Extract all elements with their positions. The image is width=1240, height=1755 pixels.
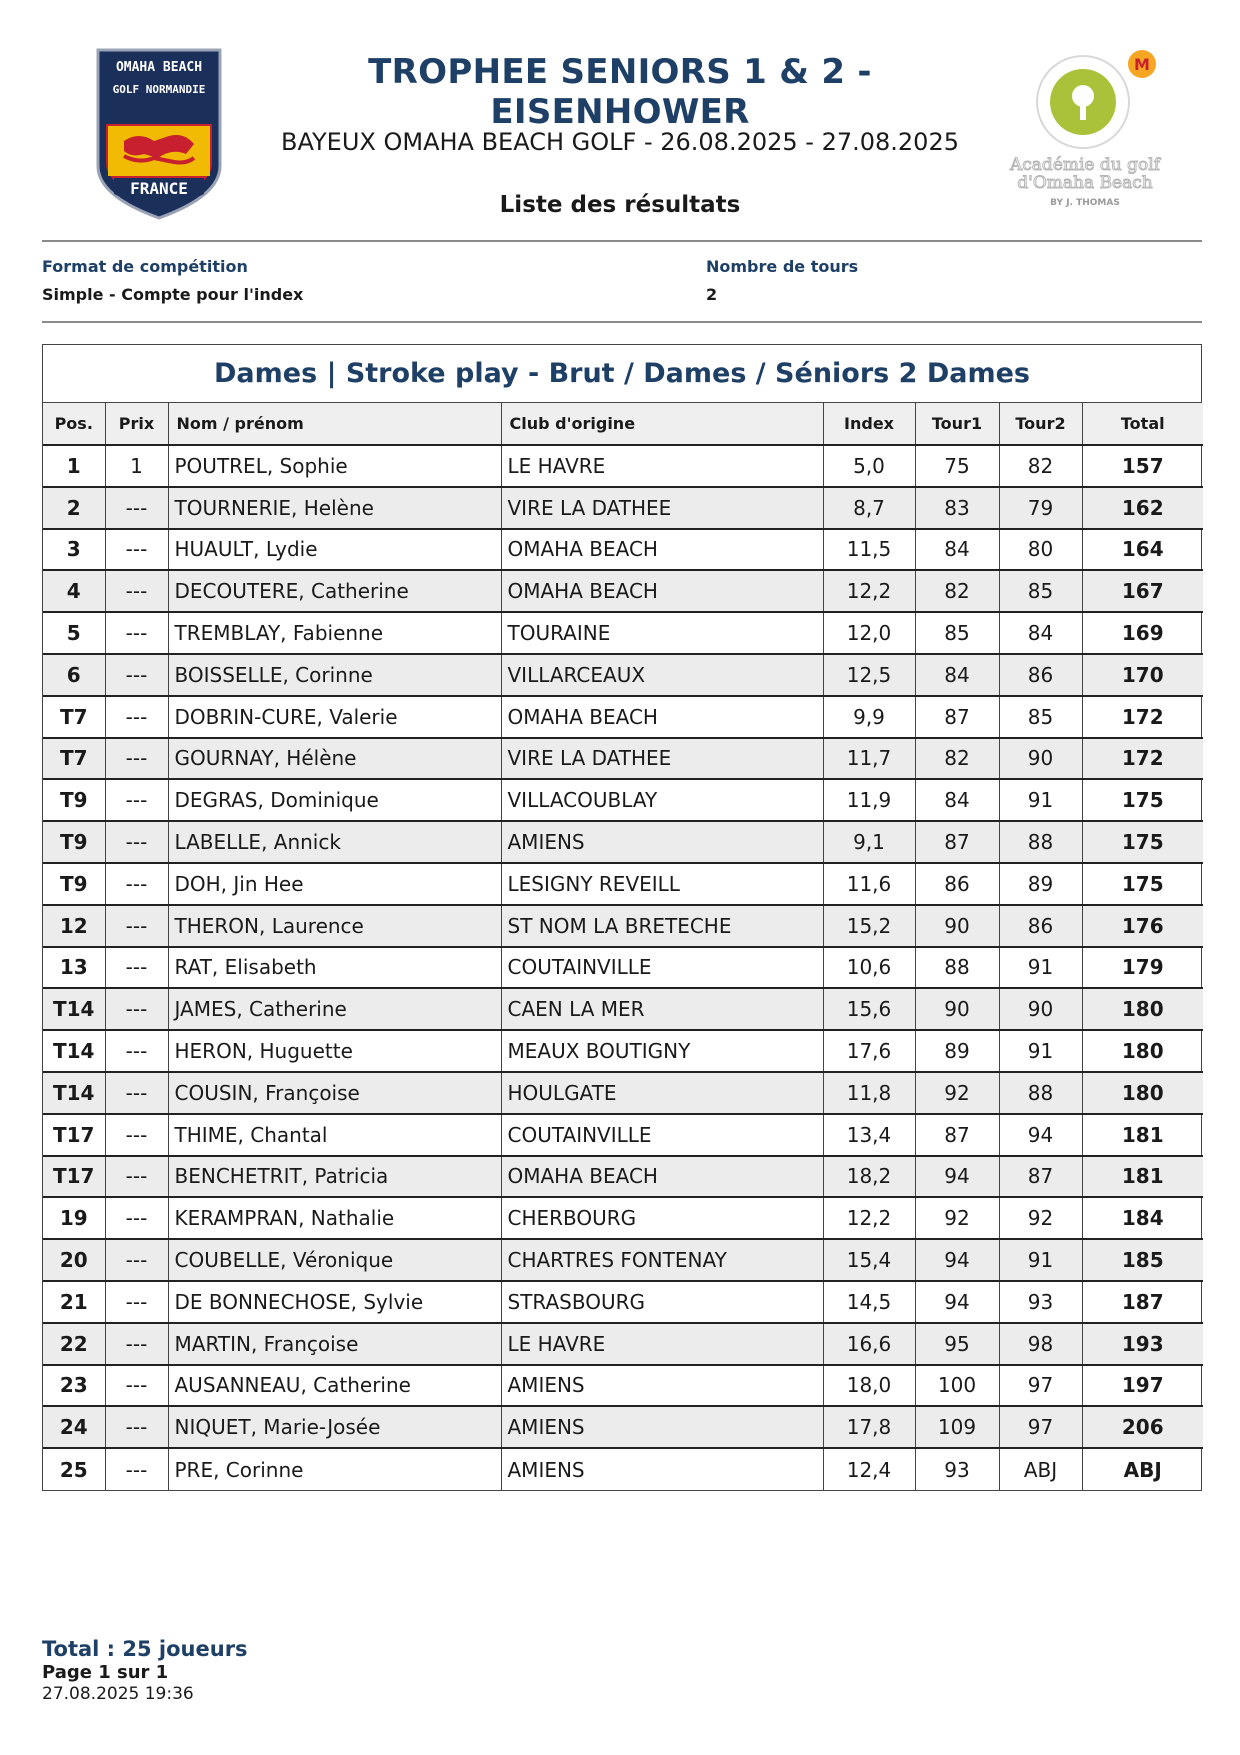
cell-pos: 12 [43, 905, 105, 947]
cell-index: 9,9 [823, 696, 915, 738]
table-row [43, 1448, 1203, 1490]
cell-total: 162 [1082, 487, 1203, 529]
table-row [43, 1365, 1203, 1407]
cell-prix: --- [105, 1406, 168, 1448]
cell-club: AMIENS [501, 1448, 823, 1490]
cell-prix: --- [105, 738, 168, 780]
cell-total: 170 [1082, 654, 1203, 696]
cell-total: 181 [1082, 1156, 1203, 1198]
cell-tour2: 87 [999, 1156, 1082, 1198]
format-value: Simple - Compte pour l'index [42, 285, 304, 304]
cell-tour1: 84 [915, 654, 999, 696]
cell-tour2: 94 [999, 1114, 1082, 1156]
table-row [43, 445, 1203, 487]
logo-left-line2: GOLF NORMANDIE [112, 83, 206, 96]
cell-tour1: 82 [915, 570, 999, 612]
cell-tour2: 84 [999, 612, 1082, 654]
cell-pos: 6 [43, 654, 105, 696]
table-row [43, 1239, 1203, 1281]
cell-club: CHARTRES FONTENAY [501, 1239, 823, 1281]
list-title: Liste des résultats [499, 192, 741, 218]
cell-pos: 19 [43, 1197, 105, 1239]
cell-pos: 24 [43, 1406, 105, 1448]
cell-pos: T14 [43, 1030, 105, 1072]
cell-index: 12,5 [823, 654, 915, 696]
col-header-tour1: Tour1 [915, 403, 999, 445]
cell-name: HERON, Huguette [168, 1030, 501, 1072]
table-row [43, 612, 1203, 654]
table-row [43, 947, 1203, 989]
cell-index: 13,4 [823, 1114, 915, 1156]
cell-pos: 25 [43, 1448, 105, 1490]
table-row [43, 1114, 1203, 1156]
results-table [43, 403, 1203, 1490]
cell-name: DOH, Jin Hee [168, 863, 501, 905]
cell-name: MARTIN, Françoise [168, 1323, 501, 1365]
cell-tour2: 90 [999, 738, 1082, 780]
col-header-prix: Prix [105, 403, 168, 445]
table-row [43, 1030, 1203, 1072]
page-title: TROPHEE SENIORS 1 & 2 - EISENHOWER [368, 52, 872, 132]
table-row [43, 779, 1203, 821]
cell-name: THIME, Chantal [168, 1114, 501, 1156]
col-header-index: Index [823, 403, 915, 445]
page-subtitle: BAYEUX OMAHA BEACH GOLF - 26.08.2025 - 27.08.2025 [281, 128, 959, 156]
cell-index: 11,8 [823, 1072, 915, 1114]
footer-total: Total : 25 joueurs [42, 1637, 248, 1661]
cell-prix: --- [105, 1281, 168, 1323]
col-header-tour2: Tour2 [999, 403, 1082, 445]
cell-tour2: 89 [999, 863, 1082, 905]
logo-right-line2: d'Omaha Beach [1017, 173, 1153, 193]
cell-total: 167 [1082, 570, 1203, 612]
cell-club: VIRE LA DATHEE [501, 738, 823, 780]
cell-name: BOISSELLE, Corinne [168, 654, 501, 696]
table-row [43, 1156, 1203, 1198]
omaha-beach-golf-logo [94, 46, 224, 221]
cell-tour1: 82 [915, 738, 999, 780]
cell-name: COUSIN, Françoise [168, 1072, 501, 1114]
cell-total: 184 [1082, 1197, 1203, 1239]
cell-club: LESIGNY REVEILL [501, 863, 823, 905]
cell-total: 185 [1082, 1239, 1203, 1281]
cell-tour1: 92 [915, 1072, 999, 1114]
cell-club: AMIENS [501, 1406, 823, 1448]
cell-prix: --- [105, 612, 168, 654]
cell-index: 17,8 [823, 1406, 915, 1448]
cell-index: 18,0 [823, 1365, 915, 1407]
cell-pos: T17 [43, 1156, 105, 1198]
col-header-total: Total [1082, 403, 1203, 445]
cell-tour1: 95 [915, 1323, 999, 1365]
cell-pos: 22 [43, 1323, 105, 1365]
cell-tour1: 94 [915, 1156, 999, 1198]
cell-index: 11,6 [823, 863, 915, 905]
cell-total: 175 [1082, 863, 1203, 905]
cell-total: 179 [1082, 947, 1203, 989]
cell-total: 181 [1082, 1114, 1203, 1156]
cell-name: PRE, Corinne [168, 1448, 501, 1490]
cell-name: BENCHETRIT, Patricia [168, 1156, 501, 1198]
cell-club: LE HAVRE [501, 1323, 823, 1365]
cell-club: CAEN LA MER [501, 988, 823, 1030]
cell-prix: --- [105, 1448, 168, 1490]
header-divider [42, 240, 1202, 242]
cell-tour2: 91 [999, 1030, 1082, 1072]
cell-club: VIRE LA DATHEE [501, 487, 823, 529]
results-heading: Dames | Stroke play - Brut / Dames / Séniors 2 Dames [43, 345, 1201, 403]
cell-prix: --- [105, 821, 168, 863]
cell-pos: 5 [43, 612, 105, 654]
cell-club: TOURAINE [501, 612, 823, 654]
cell-total: ABJ [1123, 1457, 1162, 1482]
cell-prix: --- [105, 779, 168, 821]
table-row [43, 696, 1203, 738]
cell-tour1: 90 [915, 905, 999, 947]
cell-tour2: 82 [999, 445, 1082, 487]
col-header-pos: Pos. [43, 403, 105, 445]
cell-name: DOBRIN-CURE, Valerie [168, 696, 501, 738]
cell-index: 16,6 [823, 1323, 915, 1365]
table-row [43, 529, 1203, 571]
cell-tour2: 85 [999, 570, 1082, 612]
cell-index: 11,5 [823, 529, 915, 571]
cell-tour2: 80 [999, 529, 1082, 571]
cell-name: AUSANNEAU, Catherine [168, 1365, 501, 1407]
cell-index: 15,4 [823, 1239, 915, 1281]
col-header-name: Nom / prénom [168, 403, 501, 445]
cell-prix: --- [105, 1072, 168, 1114]
cell-club: CHERBOURG [501, 1197, 823, 1239]
cell-prix: --- [105, 570, 168, 612]
cell-name: THERON, Laurence [168, 905, 501, 947]
cell-name: GOURNAY, Hélène [168, 738, 501, 780]
cell-club: OMAHA BEACH [501, 529, 823, 571]
cell-tour1: 100 [915, 1365, 999, 1407]
cell-club: COUTAINVILLE [501, 1114, 823, 1156]
cell-total: 187 [1082, 1281, 1203, 1323]
cell-index: 17,6 [823, 1030, 915, 1072]
table-row [43, 487, 1203, 529]
cell-prix: --- [105, 1323, 168, 1365]
cell-name: TREMBLAY, Fabienne [168, 612, 501, 654]
cell-tour1: 85 [915, 612, 999, 654]
cell-index: 8,7 [823, 487, 915, 529]
cell-name: DEGRAS, Dominique [168, 779, 501, 821]
cell-tour2: ABJ [999, 1448, 1082, 1490]
cell-tour2: 98 [999, 1323, 1082, 1365]
table-row [43, 654, 1203, 696]
logo-left-line1: OMAHA BEACH [115, 60, 203, 75]
table-row [43, 570, 1203, 612]
cell-total: 180 [1082, 1072, 1203, 1114]
cell-tour1: 83 [915, 487, 999, 529]
cell-index: 11,9 [823, 779, 915, 821]
cell-club: AMIENS [501, 821, 823, 863]
cell-club: MEAUX BOUTIGNY [501, 1030, 823, 1072]
table-row [43, 1197, 1203, 1239]
cell-tour1: 90 [915, 988, 999, 1030]
cell-pos: 3 [43, 529, 105, 571]
cell-pos: 21 [43, 1281, 105, 1323]
cell-tour1: 84 [915, 529, 999, 571]
cell-total: 197 [1082, 1365, 1203, 1407]
badge-letter: M [1134, 55, 1150, 74]
cell-pos: T14 [43, 988, 105, 1030]
col-header-club: Club d'origine [501, 403, 823, 445]
table-row [43, 1406, 1203, 1448]
cell-tour1: 87 [915, 696, 999, 738]
table-row [43, 1281, 1203, 1323]
cell-club: COUTAINVILLE [501, 947, 823, 989]
cell-tour2: 79 [999, 487, 1082, 529]
cell-prix: --- [105, 988, 168, 1030]
cell-index: 15,2 [823, 905, 915, 947]
cell-name: TOURNERIE, Helène [168, 487, 501, 529]
cell-index: 18,2 [823, 1156, 915, 1198]
cell-tour1: 93 [915, 1448, 999, 1490]
cell-club: OMAHA BEACH [501, 696, 823, 738]
cell-tour2: 90 [999, 988, 1082, 1030]
academie-golf-logo [1000, 46, 1170, 221]
cell-tour1: 87 [915, 821, 999, 863]
cell-tour2: 85 [999, 696, 1082, 738]
cell-pos: 20 [43, 1239, 105, 1281]
cell-name: JAMES, Catherine [168, 988, 501, 1030]
cell-tour2: 93 [999, 1281, 1082, 1323]
footer-page: Page 1 sur 1 [42, 1662, 169, 1683]
cell-prix: --- [105, 1197, 168, 1239]
table-row [43, 738, 1203, 780]
cell-pos: T9 [43, 863, 105, 905]
table-row [43, 821, 1203, 863]
cell-total: 172 [1082, 696, 1203, 738]
cell-total: 175 [1082, 779, 1203, 821]
cell-total: 180 [1082, 1030, 1203, 1072]
page-header [0, 0, 1240, 240]
cell-index: 12,4 [823, 1448, 915, 1490]
cell-index: 10,6 [823, 947, 915, 989]
rounds-label: Nombre de tours [706, 257, 859, 276]
cell-tour2: 97 [999, 1406, 1082, 1448]
cell-prix: --- [105, 1156, 168, 1198]
cell-name: POUTREL, Sophie [168, 445, 501, 487]
cell-tour1: 92 [915, 1197, 999, 1239]
cell-index: 14,5 [823, 1281, 915, 1323]
cell-prix: --- [105, 487, 168, 529]
cell-tour2: 92 [999, 1197, 1082, 1239]
cell-pos: T7 [43, 738, 105, 780]
cell-tour2: 91 [999, 1239, 1082, 1281]
cell-tour2: 91 [999, 779, 1082, 821]
cell-club: VILLACOUBLAY [501, 779, 823, 821]
cell-club: OMAHA BEACH [501, 570, 823, 612]
cell-tour1: 94 [915, 1239, 999, 1281]
cell-pos: 23 [43, 1365, 105, 1407]
cell-club: STRASBOURG [501, 1281, 823, 1323]
cell-pos: 4 [43, 570, 105, 612]
cell-index: 15,6 [823, 988, 915, 1030]
table-row [43, 863, 1203, 905]
cell-name: HUAULT, Lydie [168, 529, 501, 571]
cell-tour1: 75 [915, 445, 999, 487]
cell-prix: --- [105, 529, 168, 571]
cell-name: COUBELLE, Véronique [168, 1239, 501, 1281]
cell-prix: --- [105, 947, 168, 989]
cell-prix: 1 [105, 445, 168, 487]
cell-index: 12,2 [823, 1197, 915, 1239]
rounds-value: 2 [706, 285, 718, 304]
cell-name: KERAMPRAN, Nathalie [168, 1197, 501, 1239]
logo-right-line1: Académie du golf [1010, 155, 1160, 175]
cell-club: LE HAVRE [501, 445, 823, 487]
cell-tour2: 88 [999, 821, 1082, 863]
cell-pos: T14 [43, 1072, 105, 1114]
cell-total: 157 [1082, 445, 1203, 487]
cell-pos: T9 [43, 821, 105, 863]
cell-prix: --- [105, 1030, 168, 1072]
cell-pos: 2 [43, 487, 105, 529]
cell-total: 175 [1082, 821, 1203, 863]
cell-pos: T9 [43, 779, 105, 821]
cell-index: 9,1 [823, 821, 915, 863]
cell-pos: T7 [43, 696, 105, 738]
cell-name: DECOUTERE, Catherine [168, 570, 501, 612]
meta-divider [42, 321, 1202, 323]
cell-club: VILLARCEAUX [501, 654, 823, 696]
cell-tour2: 91 [999, 947, 1082, 989]
cell-index: 5,0 [823, 445, 915, 487]
table-row [43, 1323, 1203, 1365]
cell-tour1: 94 [915, 1281, 999, 1323]
cell-prix: --- [105, 696, 168, 738]
cell-prix: --- [105, 1239, 168, 1281]
table-header-row [43, 403, 1203, 445]
cell-tour1: 109 [915, 1406, 999, 1448]
cell-pos: 13 [43, 947, 105, 989]
cell-index: 11,7 [823, 738, 915, 780]
cell-pos: T17 [43, 1114, 105, 1156]
cell-name: NIQUET, Marie-Josée [168, 1406, 501, 1448]
cell-prix: --- [105, 654, 168, 696]
table-row [43, 988, 1203, 1030]
cell-name: DE BONNECHOSE, Sylvie [168, 1281, 501, 1323]
cell-prix: --- [105, 863, 168, 905]
results-table-container [42, 344, 1202, 1491]
cell-tour2: 97 [999, 1365, 1082, 1407]
table-row [43, 1072, 1203, 1114]
cell-name: LABELLE, Annick [168, 821, 501, 863]
cell-total: 176 [1082, 905, 1203, 947]
results-body [43, 445, 1203, 1490]
cell-club: OMAHA BEACH [501, 1156, 823, 1198]
cell-tour1: 86 [915, 863, 999, 905]
logo-left-line3: FRANCE [130, 179, 188, 198]
cell-prix: --- [105, 905, 168, 947]
cell-index: 12,0 [823, 612, 915, 654]
cell-tour1: 88 [915, 947, 999, 989]
cell-prix: --- [105, 1365, 168, 1407]
cell-prix: --- [105, 1114, 168, 1156]
cell-pos: 1 [43, 445, 105, 487]
cell-name: RAT, Elisabeth [168, 947, 501, 989]
cell-club: ST NOM LA BRETECHE [501, 905, 823, 947]
cell-tour2: 86 [999, 905, 1082, 947]
cell-tour1: 84 [915, 779, 999, 821]
cell-index: 12,2 [823, 570, 915, 612]
cell-tour2: 86 [999, 654, 1082, 696]
cell-total: 180 [1082, 988, 1203, 1030]
table-row [43, 905, 1203, 947]
format-label: Format de compétition [42, 257, 248, 276]
footer-date: 27.08.2025 19:36 [42, 1684, 194, 1704]
cell-club: HOULGATE [501, 1072, 823, 1114]
cell-tour1: 87 [915, 1114, 999, 1156]
cell-total: 193 [1082, 1323, 1203, 1365]
logo-right-line3: BY J. THOMAS [1050, 198, 1120, 208]
cell-total: 172 [1082, 738, 1203, 780]
cell-total: 169 [1082, 612, 1203, 654]
cell-tour2: 88 [999, 1072, 1082, 1114]
cell-total: 206 [1082, 1406, 1203, 1448]
cell-tour1: 89 [915, 1030, 999, 1072]
cell-total: 164 [1082, 529, 1203, 571]
cell-club: AMIENS [501, 1365, 823, 1407]
